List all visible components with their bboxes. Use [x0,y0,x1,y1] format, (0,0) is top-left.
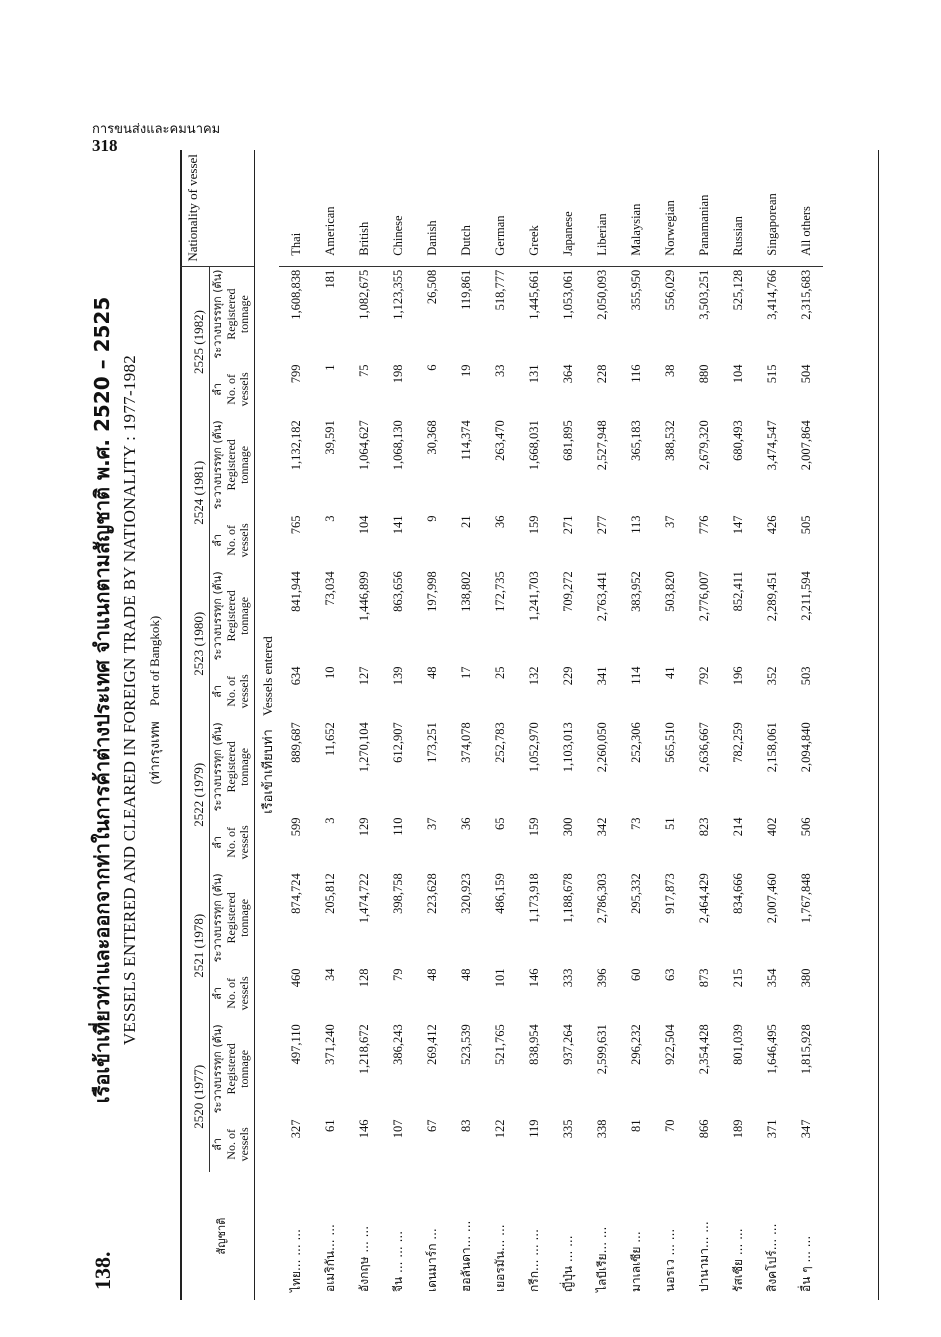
vessel-count: 60 [628,968,643,981]
nationality-thai: อังกฤษ ... ... [356,1225,371,1292]
vessel-count: 189 [730,1119,745,1139]
vessel-count: 880 [696,364,711,384]
tonnage-value: 1,445,661 [526,269,541,320]
vessel-count: 196 [730,666,745,686]
vessels-subheader: ลำ No. of vessels [209,512,254,568]
tonnage-value: 1,646,495 [764,1024,779,1075]
page-header-thai: การขนส่งและคมนาคม [92,122,221,137]
vessel-count: 127 [356,666,371,686]
tonnage-value: 263,470 [492,420,507,461]
tonnage-value: 2,158,061 [764,722,779,773]
vessel-count: 229 [560,666,575,686]
vessel-count: 79 [390,968,405,981]
table-title-english: VESSELS ENTERED AND CLEARED IN FOREIGN TRADE BY NATIONALITY : 1977-1982 [120,354,139,1046]
tonnage-value: 1,173,918 [526,873,541,924]
nationality-thai: ฮอลันดา... ... [458,1220,473,1292]
year-header: 2524 (1981) [180,417,209,568]
tonnage-value: 3,503,251 [696,269,711,320]
vessel-count: 1 [322,364,337,371]
tonnage-value: 252,783 [492,722,507,763]
vessel-count: 335 [560,1119,575,1139]
section-row [255,150,280,1300]
table-row [653,150,687,1300]
tonnage-value: 2,050,093 [594,269,609,320]
tonnage-value: 2,211,594 [798,571,813,621]
tonnage-value: 2,599,631 [594,1024,609,1075]
nationality-thai: อเมริกัน... ... [322,1224,337,1292]
vessel-count: 101 [492,968,507,988]
tonnage-subheader: ระวางบรรทุก (ตัน) Registered tonnage [209,719,254,814]
vessel-count: 214 [730,817,745,837]
tonnage-value: 138,802 [458,571,473,612]
vessel-count: 48 [458,968,473,981]
tonnage-value: 119,861 [458,269,473,310]
table-row [483,150,517,1300]
rotated-table-page [80,150,880,1300]
tonnage-value: 518,777 [492,269,507,311]
vessel-count: 338 [594,1119,609,1139]
tonnage-value: 1,103,013 [560,722,575,773]
vessel-count: 505 [798,515,813,535]
vessel-count: 402 [764,817,779,837]
tonnage-value: 1,270,104 [356,722,371,773]
vessel-count: 37 [662,515,677,528]
vessel-count: 119 [526,1119,541,1138]
tonnage-value: 3,414,766 [764,269,779,320]
nationality-english: Malaysian [619,150,653,266]
tonnage-value: 1,241,703 [526,571,541,622]
tonnage-value: 917,873 [662,873,677,914]
vessel-count: 73 [628,817,643,830]
vessels-subheader: ลำ No. of vessels [209,814,254,870]
vessel-count: 364 [560,364,575,384]
tonnage-value: 937,264 [560,1024,575,1065]
tonnage-value: 2,776,007 [696,571,711,622]
nationality-thai: กรีก... ... ... [526,1229,541,1292]
tonnage-value: 295,332 [628,873,643,914]
vessel-count: 38 [662,364,677,377]
vessel-count: 51 [662,817,677,830]
tonnage-value: 374,078 [458,722,473,763]
tonnage-value: 2,315,683 [798,269,813,320]
tonnage-value: 73,034 [322,571,337,606]
vessel-count: 515 [764,364,779,384]
table-row [449,150,483,1300]
tonnage-value: 503,820 [662,571,677,612]
tonnage-value: 383,952 [628,571,643,612]
tonnage-value: 709,272 [560,571,575,612]
tonnage-value: 497,110 [288,1024,303,1065]
tonnage-value: 3,474,547 [764,420,779,471]
tonnage-value: 1,068,130 [390,420,405,471]
tonnage-value: 2,289,451 [764,571,779,622]
vessel-count: 354 [764,968,779,988]
tonnage-value: 681,895 [560,420,575,461]
nationality-header-english: Nationality of vessel [180,150,255,266]
subtitle-thai: (ท่ากรุงเทพ [147,721,162,785]
vessel-count: 139 [390,666,405,686]
vessel-count: 65 [492,817,507,830]
vessel-count: 110 [390,817,405,836]
nationality-thai: ญี่ปุ่น ... ... [560,1235,575,1292]
vessel-count: 823 [696,817,711,837]
vessel-count: 25 [492,666,507,679]
tonnage-value: 852,411 [730,571,745,612]
vessel-count: 300 [560,817,575,837]
tonnage-value: 1,668,031 [526,420,541,471]
table-row [381,150,415,1300]
vessel-count: 83 [458,1119,473,1132]
vessel-count: 146 [356,1119,371,1139]
year-header-row [180,150,209,1300]
tonnage-value: 386,243 [390,1024,405,1065]
vessel-count: 277 [594,515,609,535]
tonnage-value: 1,767,848 [798,873,813,924]
vessel-count: 765 [288,515,303,535]
vessel-count: 114 [628,666,643,685]
tonnage-subheader: ระวางบรรทุก (ตัน) Registered tonnage [209,417,254,512]
tonnage-value: 521,765 [492,1024,507,1065]
vessel-count: 504 [798,364,813,384]
year-header: 2520 (1977) [180,1021,209,1172]
vessel-count: 116 [628,364,643,383]
vessel-count: 61 [322,1119,337,1132]
vessel-count: 6 [424,364,439,371]
tonnage-value: 296,232 [628,1024,643,1065]
table-subtitle [144,170,165,1230]
table-row [755,150,789,1300]
tonnage-value: 269,412 [424,1024,439,1065]
tonnage-value: 2,636,667 [696,722,711,773]
nationality-english: All others [789,150,823,266]
tonnage-value: 2,007,864 [798,420,813,471]
nationality-english: British [347,150,381,266]
vessel-count: 799 [288,364,303,384]
vessel-count: 271 [560,515,575,535]
vessel-count: 347 [798,1119,813,1139]
tonnage-value: 1,064,627 [356,420,371,471]
tonnage-subheader: ระวางบรรทุก (ตัน) Registered tonnage [209,266,254,361]
tonnage-value: 355,950 [628,269,643,311]
table-row [687,150,721,1300]
nationality-thai: อื่น ๆ ... ... [798,1235,813,1292]
tonnage-value: 398,758 [390,873,405,914]
vessel-count: 792 [696,666,711,686]
nationality-english: Greek [517,150,551,266]
tonnage-value: 782,259 [730,722,745,763]
subtitle-english: Port of Bangkok) [147,615,162,707]
tonnage-value: 841,944 [288,571,303,612]
vessel-count: 866 [696,1119,711,1139]
tonnage-value: 863,656 [390,571,405,612]
vessel-count: 371 [764,1119,779,1139]
column-subheader-row [209,150,254,1300]
tonnage-value: 371,240 [322,1024,337,1065]
tonnage-subheader: ระวางบรรทุก (ตัน) Registered tonnage [209,1021,254,1116]
nationality-english: Russian [721,150,755,266]
vessel-count: 228 [594,364,609,384]
vessel-count: 63 [662,968,677,981]
vessel-count: 132 [526,666,541,686]
tonnage-value: 1,608,838 [288,269,303,320]
tonnage-value: 2,094,840 [798,722,813,773]
vessel-count: 122 [492,1119,507,1139]
vessel-count: 327 [288,1119,303,1139]
vessel-count: 36 [458,817,473,830]
tonnage-subheader: ระวางบรรทุก (ตัน) Registered tonnage [209,870,254,965]
table-number: 138. [90,1251,115,1290]
vessel-count: 599 [288,817,303,837]
nationality-thai: ไทย... ... ... [288,1229,303,1292]
nationality-thai: สิงคโปร์... ... [764,1223,779,1292]
vessel-count: 34 [322,968,337,981]
tonnage-value: 223,628 [424,873,439,914]
tonnage-value: 197,998 [424,571,439,612]
table-row [279,150,313,1300]
tonnage-value: 801,039 [730,1024,745,1065]
vessel-count: 215 [730,968,745,988]
section-label-english: Vessels entered [259,636,275,717]
nationality-english: Liberian [585,150,619,266]
vessel-count: 113 [628,515,643,534]
nationality-thai: จีน ... ... ... [390,1230,405,1292]
tonnage-value: 181 [322,269,337,289]
vessel-count: 67 [424,1119,439,1132]
vessel-count: 36 [492,515,507,528]
tonnage-value: 922,504 [662,1024,677,1065]
nationality-thai: ปานามา... ... [696,1221,711,1292]
tonnage-value: 1,132,182 [288,420,303,471]
nationality-english: Chinese [381,150,415,266]
vessel-count: 146 [526,968,541,988]
vessel-count: 3 [322,515,337,522]
tonnage-value: 252,306 [628,722,643,763]
tonnage-value: 2,527,948 [594,420,609,471]
vessel-count: 19 [458,364,473,377]
tonnage-value: 388,532 [662,420,677,461]
vessel-count: 104 [730,364,745,384]
vessel-count: 48 [424,968,439,981]
nationality-english: Japanese [551,150,585,266]
tonnage-value: 523,539 [458,1024,473,1065]
vessel-count: 107 [390,1119,405,1139]
vessel-count: 104 [356,515,371,535]
tonnage-value: 1,123,355 [390,269,405,320]
section-label-thai: เรือเข้าเทียบท่า [260,729,276,814]
table-row [789,150,823,1300]
nationality-english: Singaporean [755,150,789,266]
tonnage-value: 556,029 [662,269,677,311]
nationality-english: American [313,150,347,266]
tonnage-value: 834,666 [730,873,745,914]
vessel-count: 159 [526,817,541,837]
vessel-count: 634 [288,666,303,686]
bottom-rule [878,150,879,1300]
tonnage-value: 30,368 [424,420,439,455]
vessel-count: 159 [526,515,541,535]
table-row [585,150,619,1300]
tonnage-value: 838,954 [526,1024,541,1065]
tonnage-value: 2,464,429 [696,873,711,924]
nationality-english: Danish [415,150,449,266]
page-number: 318 [92,136,118,155]
tonnage-subheader: ระวางบรรทุก (ตัน) Registered tonnage [209,568,254,663]
vessels-table [180,150,823,1300]
vessel-count: 776 [696,515,711,535]
vessel-count: 33 [492,364,507,377]
tonnage-value: 1,053,061 [560,269,575,320]
tonnage-value: 486,159 [492,873,507,914]
tonnage-value: 2,679,320 [696,420,711,471]
tonnage-value: 1,218,672 [356,1024,371,1075]
vessel-count: 3 [322,817,337,824]
vessel-count: 17 [458,666,473,679]
tonnage-value: 1,188,678 [560,873,575,924]
tonnage-value: 11,652 [322,722,337,757]
vessel-count: 75 [356,364,371,377]
year-header: 2525 (1982) [180,266,209,417]
table-row [347,150,381,1300]
vessel-count: 70 [662,1119,677,1132]
table-title-thai: เรือเข้าเที่ยวท่าและออกจากท่าในการค้าต่างประเทศ จำแนกตามสัญชาติ พ.ศ. 2520 – 2525 [90,296,114,1104]
vessel-count: 342 [594,817,609,837]
vessel-count: 81 [628,1119,643,1132]
nationality-thai: มาเลเซีย ... [628,1231,643,1292]
nationality-english: Norwegian [653,150,687,266]
vessel-count: 21 [458,515,473,528]
tonnage-value: 114,374 [458,420,473,461]
vessel-count: 198 [390,364,405,384]
nationality-english: Dutch [449,150,483,266]
vessel-count: 48 [424,666,439,679]
table-row [517,150,551,1300]
vessel-count: 503 [798,666,813,686]
nationality-thai: เดนมาร์ก ... [424,1228,439,1292]
vessel-count: 333 [560,968,575,988]
nationality-thai: นอรเว ... ... [662,1228,677,1292]
tonnage-value: 2,763,441 [594,571,609,622]
vessel-count: 426 [764,515,779,535]
table-row [551,150,585,1300]
tonnage-value: 2,786,303 [594,873,609,924]
tonnage-value: 889,687 [288,722,303,763]
nationality-thai: ไลบีเรีย... ... [594,1226,609,1292]
tonnage-value: 1,815,928 [798,1024,813,1075]
vessel-count: 9 [424,515,439,522]
vessel-count: 10 [322,666,337,679]
nationality-english: German [483,150,517,266]
nationality-english: Panamanian [687,150,721,266]
vessel-count: 128 [356,968,371,988]
table-row [415,150,449,1300]
tonnage-value: 173,251 [424,722,439,763]
tonnage-value: 320,923 [458,873,473,914]
tonnage-value: 1,052,970 [526,722,541,773]
vessel-count: 460 [288,968,303,988]
tonnage-value: 680,493 [730,420,745,461]
tonnage-value: 172,735 [492,571,507,612]
vessel-count: 147 [730,515,745,535]
tonnage-value: 39,591 [322,420,337,455]
table-row [619,150,653,1300]
vessel-count: 341 [594,666,609,686]
year-header: 2521 (1978) [180,870,209,1021]
nationality-thai: เยอรมัน... ... [492,1224,507,1292]
tonnage-value: 1,474,722 [356,873,371,924]
tonnage-value: 365,183 [628,420,643,461]
tonnage-value: 525,128 [730,269,745,311]
vessel-count: 131 [526,364,541,384]
vessel-count: 41 [662,666,677,679]
table-row [313,150,347,1300]
table-row [721,150,755,1300]
tonnage-value: 612,907 [390,722,405,763]
vessel-count: 141 [390,515,405,535]
year-header: 2523 (1980) [180,568,209,719]
tonnage-value: 26,508 [424,269,439,305]
tonnage-value: 565,510 [662,722,677,763]
vessels-subheader: ลำ No. of vessels [209,1116,254,1172]
tonnage-value: 205,812 [322,873,337,914]
vessel-count: 37 [424,817,439,830]
tonnage-value: 874,724 [288,873,303,914]
nationality-english: Thai [279,150,313,266]
tonnage-value: 1,082,675 [356,269,371,320]
vessels-subheader: ลำ No. of vessels [209,965,254,1021]
vessel-count: 352 [764,666,779,686]
tonnage-value: 2,260,050 [594,722,609,773]
nationality-header-thai: สัญชาติ [180,1172,255,1300]
nationality-thai: รัสเซีย ... ... [730,1228,745,1292]
vessel-count: 129 [356,817,371,837]
vessel-count: 396 [594,968,609,988]
vessel-count: 380 [798,968,813,988]
vessels-subheader: ลำ No. of vessels [209,361,254,417]
tonnage-value: 1,446,899 [356,571,371,622]
vessel-count: 506 [798,817,813,837]
vessels-subheader: ลำ No. of vessels [209,663,254,719]
vessel-count: 873 [696,968,711,988]
tonnage-value: 2,354,428 [696,1024,711,1075]
year-header: 2522 (1979) [180,719,209,870]
tonnage-value: 2,007,460 [764,873,779,924]
